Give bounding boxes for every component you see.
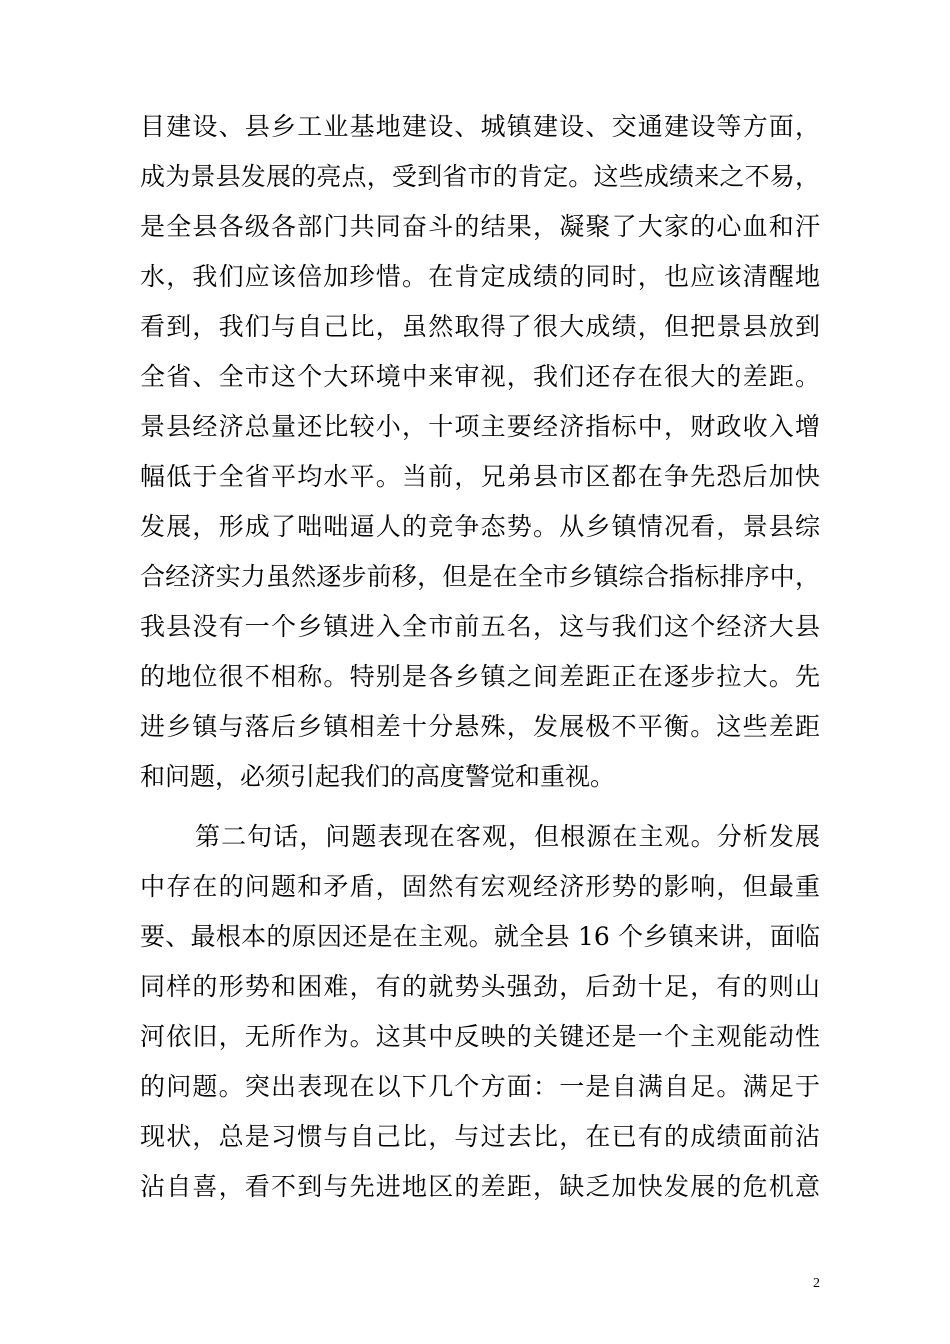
text-line: 同样的形势和困难，有的就势头强劲，后劲十足，有的则山 xyxy=(140,972,820,1001)
text-line: 现状，总是习惯与自己比，与过去比，在已有的成绩面前沾 xyxy=(140,1122,820,1151)
text-line: 发展，形成了咄咄逼人的竞争态势。从乡镇情况看，景县综 xyxy=(140,512,820,541)
text-line: 看到，我们与自己比，虽然取得了很大成绩，但把景县放到 xyxy=(140,312,820,341)
text-line: 第二句话，问题表现在客观，但根源在主观。分析发展 xyxy=(195,822,820,851)
text-line: 进乡镇与落后乡镇相差十分悬殊，发展极不平衡。这些差距 xyxy=(140,712,820,741)
text-line: 水，我们应该倍加珍惜。在肯定成绩的同时，也应该清醒地 xyxy=(140,262,820,291)
text-line: 河依旧，无所作为。这其中反映的关键还是一个主观能动性 xyxy=(140,1022,820,1051)
text-line: 成为景县发展的亮点，受到省市的肯定。这些成绩来之不易， xyxy=(140,162,820,191)
text-line: 景县经济总量还比较小，十项主要经济指标中，财政收入增 xyxy=(140,412,820,441)
text-line: 要、最根本的原因还是在主观。就全县 16 个乡镇来讲，面临 xyxy=(140,922,820,951)
text-line: 的问题。突出表现在以下几个方面：一是自满自足。满足于 xyxy=(140,1072,820,1101)
text-line: 目建设、县乡工业基地建设、城镇建设、交通建设等方面， xyxy=(140,112,820,141)
text-line: 幅低于全省平均水平。当前，兄弟县市区都在争先恐后加快 xyxy=(140,462,820,491)
paragraph-2 xyxy=(140,812,820,1212)
paragraph-gap xyxy=(140,802,820,812)
text-line: 全省、全市这个大环境中来审视，我们还存在很大的差距。 xyxy=(140,362,820,391)
text-line: 沾自喜，看不到与先进地区的差距，缺乏加快发展的危机意 xyxy=(140,1172,820,1201)
text-line: 合经济实力虽然逐步前移，但是在全市乡镇综合指标排序中， xyxy=(140,562,820,591)
paragraph-1 xyxy=(140,102,820,802)
text-line: 中存在的问题和矛盾，固然有宏观经济形势的影响，但最重 xyxy=(140,872,820,901)
page-number: 2 xyxy=(813,1276,820,1291)
text-line: 的地位很不相称。特别是各乡镇之间差距正在逐步拉大。先 xyxy=(140,662,820,691)
body-text xyxy=(140,102,820,1212)
text-line: 我县没有一个乡镇进入全市前五名，这与我们这个经济大县 xyxy=(140,612,820,641)
text-line: 和问题，必须引起我们的高度警觉和重视。 xyxy=(140,762,616,791)
text-line: 是全县各级各部门共同奋斗的结果，凝聚了大家的心血和汗 xyxy=(140,212,820,241)
